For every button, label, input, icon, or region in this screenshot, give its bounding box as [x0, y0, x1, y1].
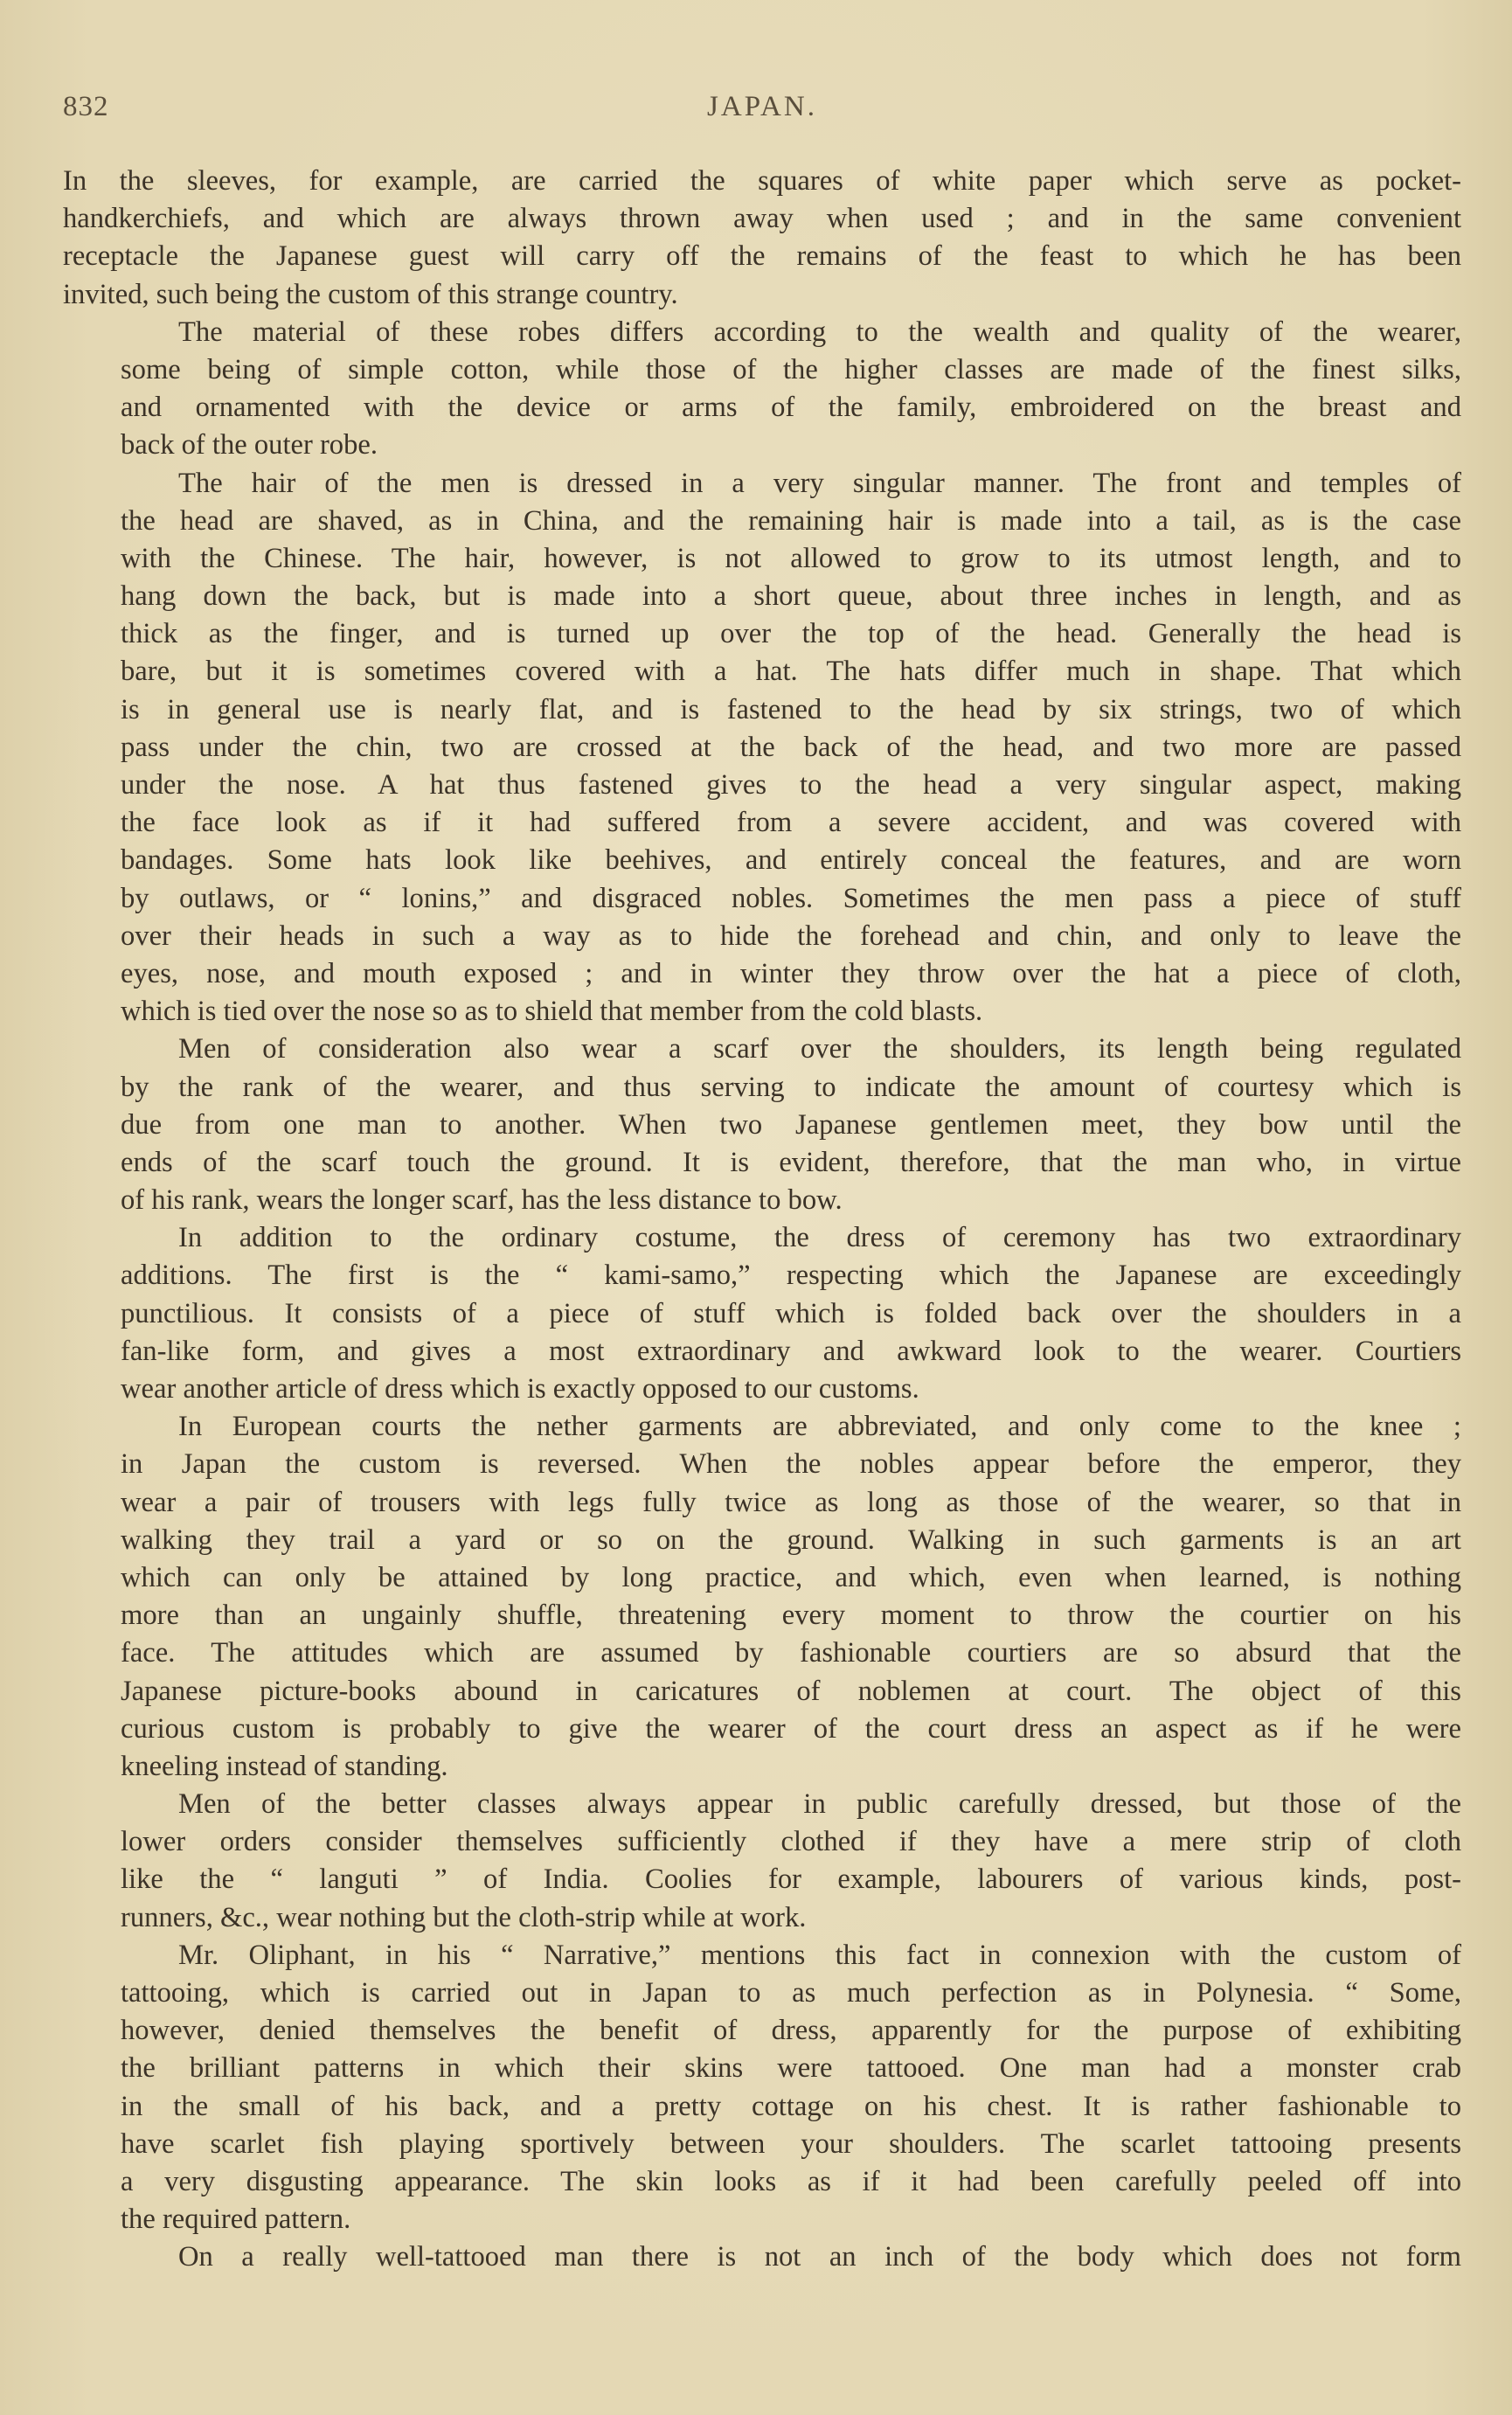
text-line: due from one man to another. When two Japanese gentlemen meet, they bow until the: [121, 1108, 1461, 1141]
body-text: [63, 163, 1461, 2277]
text-line: The material of these robes differs according to the wealth and quality of the wearer,: [178, 316, 1461, 348]
paragraph: [63, 1219, 1461, 1408]
text-line: over their heads in such a way as to hide the forehead and chin, and only to leave the: [121, 920, 1461, 952]
paragraph: [63, 1031, 1461, 1219]
text-line: wear a pair of trousers with legs fully twice as long as those of the wearer, so that in: [121, 1486, 1461, 1518]
text-line: wear another article of dress which is exactly opposed to our customs.: [121, 1373, 919, 1405]
text-line: The hair of the men is dressed in a very singular manner. The front and temples of: [178, 467, 1461, 499]
text-line: by outlaws, or “ lonins,” and disgraced nobles. Sometimes the men pass a piece of stuff: [121, 882, 1461, 914]
text-line: On a really well-tattooed man there is not an inch of the body which does not form: [178, 2241, 1461, 2273]
text-line: some being of simple cotton, while those of the higher classes are made of the finest silks,: [121, 353, 1461, 385]
text-line: Men of the better classes always appear in public carefully dressed, but those of the: [178, 1788, 1461, 1821]
text-line: like the “ languti ” of India. Coolies for example, labourers of various kinds, post-: [121, 1863, 1461, 1896]
text-line: Mr. Oliphant, in his “ Narrative,” mentions this fact in connexion with the custom of: [178, 1939, 1461, 1971]
text-line: with the Chinese. The hair, however, is not allowed to grow to its utmost length, and to: [121, 542, 1461, 574]
text-line: tattooing, which is carried out in Japan to as much perfection as in Polynesia. “ Some,: [121, 1977, 1461, 2009]
text-line: hang down the back, but is made into a short queue, about three inches in length, and as: [121, 580, 1461, 613]
text-line: which can only be attained by long practice, and which, even when learned, is nothing: [121, 1561, 1461, 1593]
text-line: face. The attitudes which are assumed by fashionable courtiers are so absurd that the: [121, 1637, 1461, 1669]
page-number: 832: [63, 91, 109, 122]
text-line: have scarlet fish playing sportively between your shoulders. The scarlet tattooing presents: [121, 2127, 1461, 2160]
text-line: Men of consideration also wear a scarf over the shoulders, its length being regulated: [178, 1033, 1461, 1065]
text-line: lower orders consider themselves sufficiently clothed if they have a mere strip of cloth: [121, 1826, 1461, 1858]
text-line: bare, but it is sometimes covered with a hat. The hats differ much in shape. That which: [121, 656, 1461, 688]
text-line: the head are shaved, as in China, and the remaining hair is made into a tail, as is the case: [121, 504, 1461, 537]
text-line: runners, &c., wear nothing but the cloth-strip while at work.: [121, 1901, 807, 1933]
text-line: Japanese picture-books abound in caricatures of noblemen at court. The object of this: [121, 1675, 1461, 1707]
text-line: back of the outer robe.: [121, 429, 378, 461]
text-line: fan-like form, and gives a most extraordinary and awkward look to the wearer. Courtiers: [121, 1335, 1461, 1367]
text-line: by the rank of the wearer, and thus serving to indicate the amount of courtesy which is: [121, 1071, 1461, 1103]
text-line: In addition to the ordinary costume, the dress of ceremony has two extraordinary: [178, 1222, 1461, 1254]
text-line: invited, such being the custom of this strange country.: [63, 278, 678, 310]
text-line: additions. The first is the “ kami-samo,” respecting which the Japanese are exceedingly: [121, 1260, 1461, 1292]
text-line: curious custom is probably to give the wearer of the court dress an aspect as if he were: [121, 1712, 1461, 1745]
text-line: the required pattern.: [121, 2203, 351, 2236]
text-line: ends of the scarf touch the ground. It is evident, therefore, that the man who, in virtue: [121, 1146, 1461, 1178]
text-line: under the nose. A hat thus fastened gives to the head a very singular aspect, making: [121, 769, 1461, 801]
paragraph: [63, 2238, 1461, 2276]
text-line: more than an ungainly shuffle, threatening every moment to throw the courtier on his: [121, 1600, 1461, 1632]
text-line: and ornamented with the device or arms of the family, embroidered on the breast and: [121, 392, 1461, 424]
running-title: JAPAN.: [707, 91, 817, 122]
text-line: which is tied over the nose so as to shield that member from the cold blasts.: [121, 996, 983, 1028]
text-line: walking they trail a yard or so on the ground. Walking in such garments is an art: [121, 1523, 1461, 1556]
running-head: [63, 91, 1461, 129]
paragraph: [63, 1408, 1461, 1786]
text-line: eyes, nose, and mouth exposed ; and in winter they throw over the hat a piece of cloth,: [121, 957, 1461, 989]
text-line: receptacle the Japanese guest will carry off the remains of the feast to which he has been: [63, 240, 1461, 273]
text-line: in the small of his back, and a pretty cottage on his chest. It is rather fashionable to: [121, 2090, 1461, 2122]
paragraph: [63, 314, 1461, 465]
text-line: of his rank, wears the longer scarf, has the less distance to bow.: [121, 1184, 843, 1217]
text-line: punctilious. It consists of a piece of stuff which is folded back over the shoulders in a: [121, 1297, 1461, 1329]
text-line: a very disgusting appearance. The skin looks as if it had been carefully peeled off into: [121, 2165, 1461, 2197]
text-line: bandages. Some hats look like beehives, and entirely conceal the features, and are worn: [121, 844, 1461, 877]
paragraph: [63, 465, 1461, 1031]
text-line: kneeling instead of standing.: [121, 1750, 448, 1782]
paragraph: [63, 163, 1461, 314]
text-line: thick as the finger, and is turned up over the top of the head. Generally the head is: [121, 618, 1461, 650]
text-line: the brilliant patterns in which their skins were tattooed. One man had a monster crab: [121, 2052, 1461, 2085]
text-line: pass under the chin, two are crossed at the back of the head, and two more are passed: [121, 731, 1461, 763]
text-line: however, denied themselves the benefit of dress, apparently for the purpose of exhibiting: [121, 2015, 1461, 2047]
text-line: handkerchiefs, and which are always thrown away when used ; and in the same convenient: [63, 203, 1461, 235]
text-line: the face look as if it had suffered from a severe accident, and was covered with: [121, 807, 1461, 839]
paragraph: [63, 1786, 1461, 1937]
text-line: In the sleeves, for example, are carried the squares of white paper which serve as pocket-: [63, 165, 1461, 197]
text-line: is in general use is nearly flat, and is fastened to the head by six strings, two of which: [121, 693, 1461, 725]
text-line: in Japan the custom is reversed. When the nobles appear before the emperor, they: [121, 1448, 1461, 1481]
paragraph: [63, 1937, 1461, 2239]
text-line: In European courts the nether garments are abbreviated, and only come to the knee ;: [178, 1411, 1461, 1443]
